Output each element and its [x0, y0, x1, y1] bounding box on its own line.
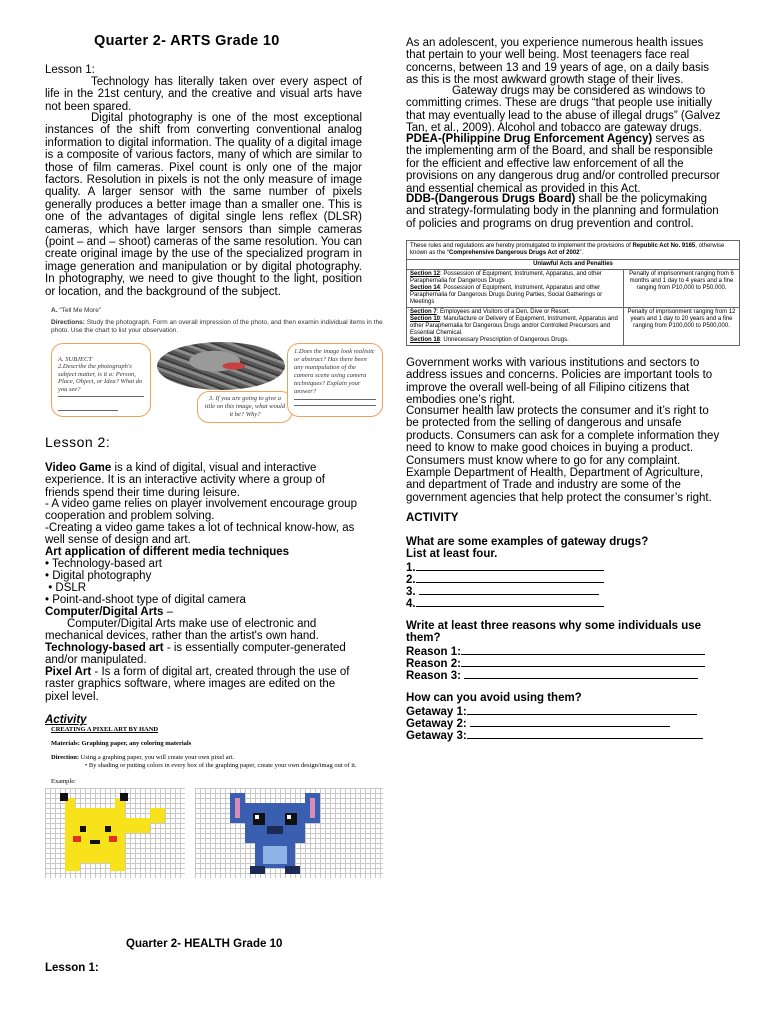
question-2: Write at least three reasons why some individuals use them?	[406, 620, 702, 645]
video-game-bullet-1: - A video game relies on player involvement encourage group cooperation and problem solving.	[45, 498, 357, 523]
activity-label: Activity	[45, 714, 87, 726]
pixel-art-direction-label: Direction:	[51, 754, 80, 761]
answer-blank[interactable]	[416, 596, 604, 607]
answer-label: 3.	[406, 586, 419, 598]
getaway-line	[406, 728, 722, 742]
bullet-icon: •	[85, 762, 88, 769]
cda-heading	[45, 606, 362, 618]
reason-blank[interactable]	[464, 668, 698, 679]
pikachu-pixel-art	[45, 788, 185, 878]
answer-label: 2.	[406, 574, 416, 586]
pdea-paragraph	[406, 133, 722, 195]
section-7: Section 7	[410, 309, 437, 315]
tba-term: Technology-based art	[45, 642, 164, 654]
pixel-art-paragraph	[45, 666, 362, 703]
table-row	[407, 270, 740, 308]
table-intro-a: These rules and regulations are hereby promulgated to implement the provisions of	[410, 243, 633, 249]
answer-blank[interactable]	[416, 572, 604, 583]
realistic-box	[287, 343, 383, 417]
getaway-label: Getaway 1:	[406, 706, 467, 718]
media-item-3: • DSLR	[45, 582, 87, 594]
directions-text: Study the photograph. Form an overall impression of the photo, and then examin individual items in the photo. Use the chart to list your observation.	[51, 319, 383, 334]
title-box-text: 3. If you are going to give a title on this image, what would it be? Why?	[204, 395, 286, 418]
arts-title: Quarter 2- ARTS Grade 10	[94, 33, 280, 49]
pixel-art-direction: Using a graphing paper, you will create your own pixel art.	[80, 754, 235, 761]
activity-heading: ACTIVITY	[406, 512, 459, 524]
activity-letter: A.	[51, 307, 58, 314]
photograph	[157, 342, 285, 390]
video-game-term: Video Game	[45, 462, 112, 474]
penalty-1: Penalty of imprisonment ranging from 6 months and 1 day to 4 years and a fine ranging from P10,000 to P50,000.	[624, 270, 740, 308]
tell-me-more-activity	[45, 305, 385, 425]
answer-label: 1.	[406, 562, 416, 574]
getaway-blank[interactable]	[467, 728, 703, 739]
pixel-art-heading: CREATING A PIXEL ART BY HAND	[51, 726, 159, 733]
section-14-text: : Possession of Equipment, Instrument, Apparatus and other Paraphernalia for Dangerous Drugs During Parties, Social Gatherings or Meetings	[410, 285, 603, 305]
ddb-paragraph	[406, 193, 722, 230]
reason-blank[interactable]	[461, 644, 705, 655]
table-head: Unlawful Acts and Penalties	[407, 260, 740, 270]
pdea-definition: serves as the implementing arm of the Board, and shall be responsible for the efficient and effective law enforcement of all the provisions on any dangerous drug and/or controlled precursor and essential chemical as provided in this Act.	[406, 133, 720, 195]
media-item-1: • Technology-based art	[45, 558, 162, 570]
pixel-art-bullet: By shading or putting colors in every box of the graphing paper, create your own design/imag out of it.	[88, 762, 357, 769]
reason-label: Reason 1:	[406, 646, 461, 658]
tba-definition: - is essentially computer-generated and/or manipulated.	[45, 642, 346, 667]
table-intro-e: ”.	[579, 250, 584, 256]
table-intro	[407, 241, 740, 260]
health-lesson-label: Lesson 1:	[45, 962, 99, 974]
media-item-2: • Digital photography	[45, 570, 152, 582]
reason-label: Reason 3:	[406, 670, 465, 682]
stitch-pixel-art	[195, 788, 383, 878]
government-paragraph: Government works with various institutions and sectors to address issues and concerns. Policies are important tools to improve the overall well-being of all Filipino citizens that embodies one’s right.	[406, 357, 713, 407]
cda-definition: Computer/Digital Arts make use of electronic and mechanical devices, rather than the artist's own hand.	[45, 618, 319, 643]
cda-dash: –	[163, 606, 174, 618]
ddb-term: DDB-(Dangerous Drugs Board)	[406, 193, 576, 205]
section-18: Section 18	[410, 337, 441, 343]
pixel-art-activity	[45, 726, 383, 880]
arts-paragraph-2: Digital photography is one of the most exceptional instances of the shift from converting conventional analog information to digital information. The quality of a digital image is a composite of various factors, many of which are similar to those of film cameras. Pixel count is only one of the major factors. Resolution in pixels is not the only measure of image quality. A larger sensor with the same number of pixels generally produces a better image than a smaller one. This is one of the advantages of digital single lens reflex (DLSR) cameras, which have larger sensors than simple cameras (point – and – shoot) cameras of the same resolution. You can create original image by the use of the specialized program in image generation and manipulation or by digital photography. In photography, we need to give thought to the light, position or location, and the background of the subject.	[45, 112, 362, 298]
answer-blank[interactable]	[419, 584, 599, 595]
answer-label: 4.	[406, 598, 416, 610]
lesson2-label: Lesson 2:	[45, 434, 111, 450]
getaway-blank[interactable]	[467, 704, 697, 715]
health-title: Quarter 2- HEALTH Grade 10	[126, 938, 283, 950]
pikachu-icon	[45, 788, 185, 878]
subject-box-text: A. SUBJECT 2.Describe the photograph's subject matter, is it a: Person, Place, Object, or Idea? What do you see?	[58, 355, 143, 393]
pixel-art-materials: Materials: Graphing paper, any coloring materials	[51, 740, 192, 747]
question-3: How can you avoid using them?	[406, 692, 582, 704]
answer-blank[interactable]	[416, 560, 604, 571]
reason-blank[interactable]	[461, 656, 705, 667]
title-box	[197, 391, 293, 423]
getaway-blank[interactable]	[470, 716, 670, 727]
video-game-definition: is a kind of digital, visual and interactive experience. It is an interactive activity where a group of friends spend their time during leisure.	[45, 462, 325, 499]
answer-line	[406, 596, 722, 610]
tba-paragraph	[45, 642, 362, 667]
table-intro-d: Comprehensive Dangerous Drugs Act of 2002	[449, 250, 580, 256]
ddb-definition: shall be the policymaking and strategy-formulating body in the planning and formulation of policies and programs on drug prevention and control.	[406, 193, 719, 230]
pixel-art-definition: - Is a form of digital art, created through the use of raster graphics software, where images are edited on the pixel level.	[45, 666, 350, 703]
penalties-table	[406, 240, 740, 346]
question-1: What are some examples of gateway drugs?	[406, 536, 649, 548]
pdea-term: PDEA-(Philippine Drug Enforcement Agency)	[406, 133, 653, 145]
section-14: Section 14	[410, 285, 441, 291]
table-row	[407, 308, 740, 346]
penalty-2: Penalty of imprisonment ranging from 12 years and 1 day to 20 years and a fine ranging from P100,000 to P500,000.	[624, 308, 740, 346]
media-item-4: • Point-and-shoot type of digital camera	[45, 594, 246, 606]
media-heading: Art application of different media techniques	[45, 546, 290, 558]
video-game-bullet-2: -Creating a video game takes a lot of technical know-how, as well sense of design and art.	[45, 522, 355, 547]
getaway-label: Getaway 3:	[406, 730, 467, 742]
activity-name: "Tell Me More"	[59, 307, 102, 314]
section-12-text: : Possession of Equipment, Instrument, Apparatus, and other Paraphernalia for Dangerous Drugs	[410, 271, 602, 284]
reason-line	[406, 668, 722, 682]
reason-label: Reason 2:	[406, 658, 461, 670]
question-1b: List at least four.	[406, 548, 498, 560]
section-10-text: : Manufacture or Delivery of Equipment, Instrument, Apparatus and other Paraphernalia for Dangerous Drugs and/or Controlled Precursors and Essential Chemical.	[410, 316, 618, 336]
section-7-text: : Employees and Visitors of a Den, Dive or Resort.	[436, 309, 571, 315]
stitch-icon	[195, 788, 383, 878]
table-intro-b: Republic Act No. 9165	[632, 243, 696, 249]
cda-term: Computer/Digital Arts	[45, 606, 164, 618]
table-intro-c: , otherwise known as the “	[410, 243, 725, 256]
realistic-box-text: 1.Does the image look realistic or abstract? Has there been any manipulation of the camera scene using camera techniques? Explain your answer?	[294, 348, 375, 395]
getaway-label: Getaway 2:	[406, 718, 470, 730]
subject-box	[51, 343, 151, 417]
health-paragraph-1: As an adolescent, you experience numerous health issues that pertain to your well being. Most teenagers face real concerns, between 13 and 19 years of age, on a daily basis as this is the most awkward growth stage of their lives.	[406, 37, 710, 87]
section-18-text: : Unnecessary Prescription of Dangerous Drugs.	[440, 337, 569, 343]
section-10: Section 10	[410, 316, 441, 322]
arts-paragraph-1: Technology has literally taken over every aspect of life in the 21st century, and the creative and visual arts have not been spared.	[45, 76, 362, 113]
pixel-art-term: Pixel Art	[45, 666, 92, 678]
video-game-paragraph	[45, 462, 362, 499]
health-paragraph-2: Gateway drugs may be considered as windows to committing crimes. These are drugs “that people use initially that may eventually lead to the abuse of illegal drugs” (Galvez Tan, et al., 2009). Alcohol and tobacco are gateway drugs.	[406, 85, 721, 135]
lesson1-label: Lesson 1:	[45, 64, 95, 76]
section-12: Section 12	[410, 271, 441, 277]
directions-label: Directions:	[51, 319, 85, 326]
consumer-paragraph: Consumer health law protects the consumer and it’s right to be protected from the selling of dangerous and unsafe products. Consumers can ask for a complete information they need to know to make good choices in buying a product. Consumers must know where to go for any complaint. Example Department of Health, Department of Agriculture, and department of Trade and industry are some of the government agencies that help protect the consumer’s right.	[406, 405, 720, 504]
pixel-art-example-label: Example:	[51, 778, 76, 785]
